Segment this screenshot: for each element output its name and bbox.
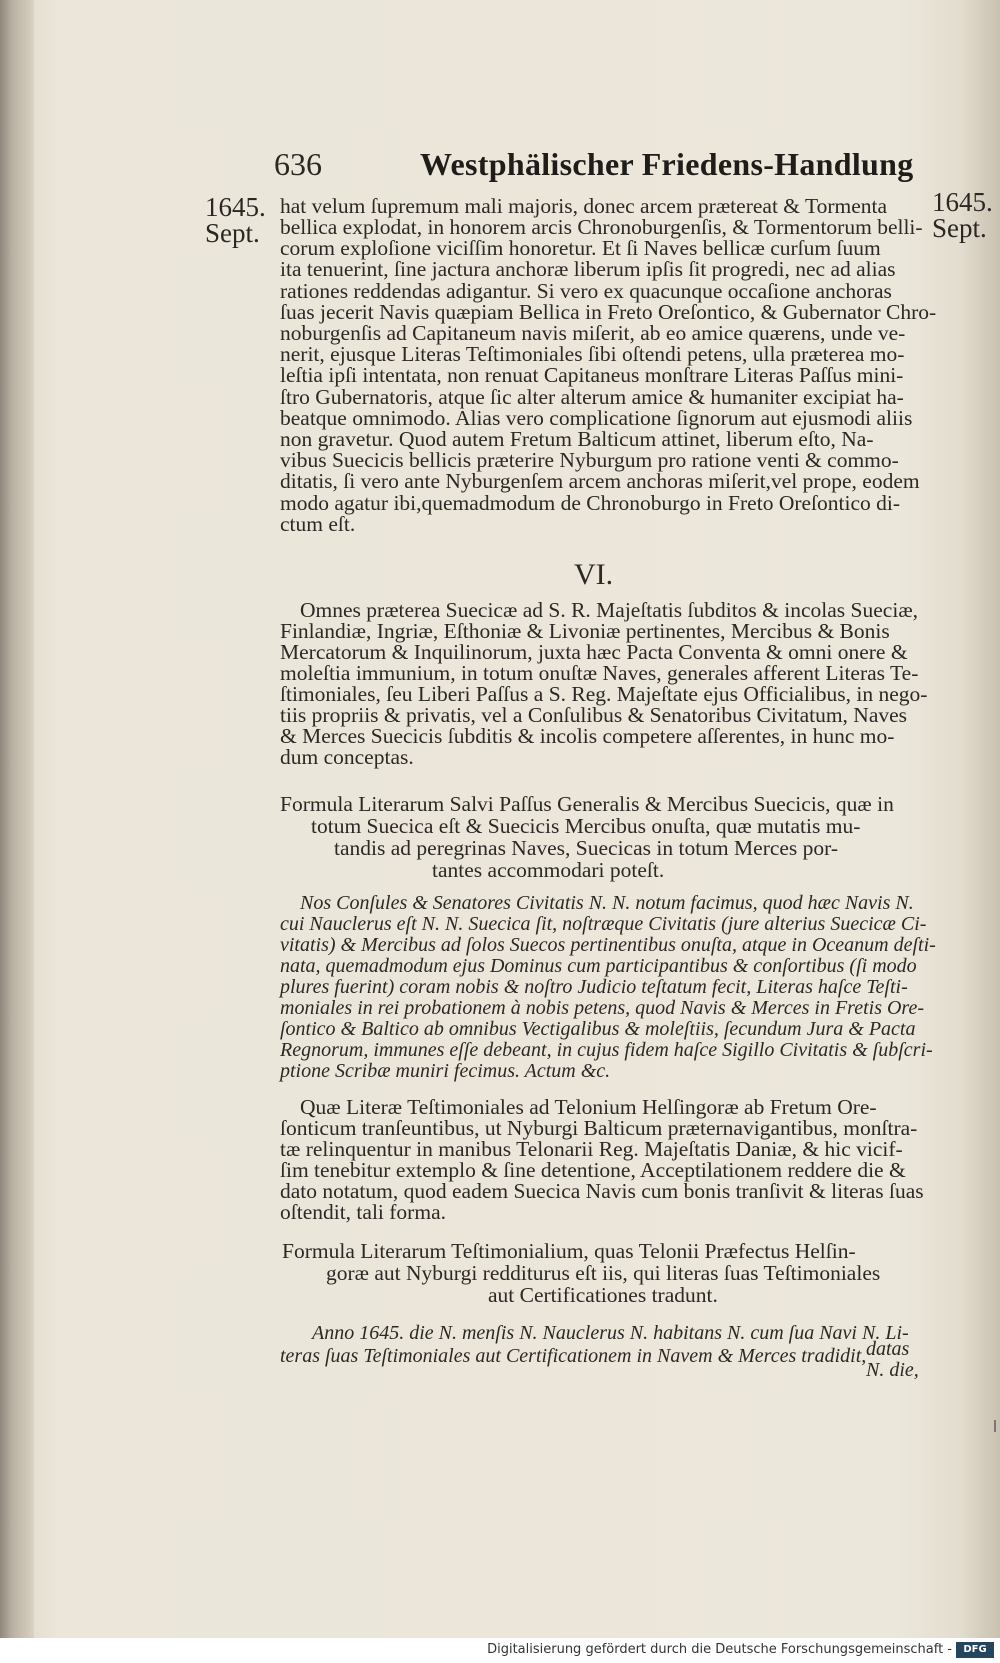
text-line: ita tenuerint, ſine jactura anchoræ liberum ipſis ſit progredi, nec ad alias bbox=[280, 257, 896, 281]
text-line: Quæ Literæ Teſtimoniales ad Telonium Helſingoræ ab Fretum Ore- bbox=[300, 1095, 877, 1119]
text-line: nata, quemadmodum ejus Dominus cum participantibus & conſortibus (ſi modo bbox=[280, 955, 917, 977]
title-line: aut Certificationes tradunt. bbox=[488, 1283, 718, 1307]
margin-note-left bbox=[205, 194, 266, 246]
text-line: oſtendit, tali forma. bbox=[280, 1200, 446, 1224]
margin-month: Sept. bbox=[932, 213, 987, 243]
text-line: Anno 1645. die N. menſis N. Nauclerus N. habitans N. cum ſua Navi N. Li- bbox=[312, 1322, 909, 1344]
page-number: 636 bbox=[274, 146, 322, 182]
margin-note-right bbox=[932, 189, 993, 241]
text-line: dum conceptas. bbox=[280, 745, 414, 769]
text-line: ſontico & Baltico ab omnibus Vectigalibus & moleſtiis, ſecundum Jura & Pacta bbox=[280, 1018, 916, 1040]
text-line: hat velum ſupremum mali majoris, donec arcem prætereat & Tormenta bbox=[280, 194, 888, 218]
text-line: rationes reddendas adigantur. Si vero ex quacunque occaſione anchoras bbox=[280, 279, 892, 303]
running-title: Westphälischer Friedens-Handlung bbox=[420, 146, 914, 182]
title-line: Formula Literarum Teſtimonialium, quas Telonii Præfectus Helſin- bbox=[282, 1239, 856, 1263]
text-line: N. die, bbox=[866, 1359, 919, 1381]
text-line: nerit, ejusque Literas Teſtimoniales ſibi oſtendi petens, ulla præterea mo- bbox=[280, 342, 905, 366]
text-line: & Merces Suecicis ſubditis & incolis competere aſſerentes, in hunc mo- bbox=[280, 724, 895, 748]
text-line: moniales in rei probationem à nobis petens, quod Navis & Merces in Fretis Ore- bbox=[280, 997, 924, 1019]
title-line: totum Suecica eſt & Suecicis Mercibus onuſta, quæ mutatis mu- bbox=[311, 814, 861, 838]
section-heading: VI. bbox=[574, 558, 614, 591]
text-line: leſtia ipſi intentata, non renuat Capitaneus monſtrare Literas Paſſus mini- bbox=[280, 363, 904, 387]
text-line: ſtimoniales, ſeu Liberi Paſſus a S. Reg. Majeſtate ejus Officialibus, in nego- bbox=[280, 682, 928, 706]
text-line: ſonticum tranſeuntibus, ut Nyburgi Balticum præternavigantibus, monſtra- bbox=[280, 1116, 918, 1140]
text-line: cui Nauclerus eſt N. N. Suecica ſit, noſtræque Civitatis (jure alterius Suecicæ Ci- bbox=[280, 913, 927, 935]
text-line: corum exploſione viciſſim honoretur. Et ſi Naves bellicæ curſum ſuum bbox=[280, 236, 881, 260]
text-line: plures fuerint) coram nobis & noſtro Judicio teſtatum fecit, Literas haſce Teſti- bbox=[280, 976, 908, 998]
dfg-logo-icon: DFG bbox=[956, 1642, 994, 1658]
text-line: Mercatorum & Inquilinorum, juxta hæc Pacta Conventa & omni onere & bbox=[280, 640, 908, 664]
text-line: Omnes præterea Suecicæ ad S. R. Majeſtatis ſubditos & incolas Sueciæ, bbox=[300, 598, 919, 622]
footer-credit: Digitalisierung gefördert durch die Deutsche Forschungsgemeinschaft - bbox=[487, 1642, 952, 1657]
title-line: tantes accommodari poteſt. bbox=[432, 858, 665, 882]
title-line: tandis ad peregrinas Naves, Suecicas in totum Merces por- bbox=[334, 836, 839, 860]
text-line: ptione Scribæ muniri fecimus. Actum &c. bbox=[280, 1060, 611, 1082]
text-line: datas bbox=[866, 1338, 910, 1360]
text-line: tiis propriis & privatis, vel a Conſulibus & Senatoribus Civitatum, Naves bbox=[280, 703, 908, 727]
text-line: vitatis) & Mercibus ad ſolos Suecos pertinentibus onuſta, atque in Oceanum deſti- bbox=[280, 934, 936, 956]
text-line: Nos Conſules & Senatores Civitatis N. N. notum facimus, quod hæc Navis N. bbox=[300, 892, 914, 914]
text-line: ſim tenebitur extemplo & ſine detentione, Acceptilationem reddere die & bbox=[280, 1158, 906, 1182]
text-line: modo agatur ibi,quemadmodum de Chronoburgo in Freto Oreſontico di- bbox=[280, 491, 901, 515]
text-line: ſuas jecerit Navis quæpiam Bellica in Freto Oreſontico, & Gubernator Chro- bbox=[280, 300, 937, 324]
footer-bar bbox=[0, 1638, 1000, 1663]
text-line: ctum eſt. bbox=[280, 512, 356, 536]
text-line: noburgenſis ad Capitaneum navis miſerit, ab eo amice quærens, unde ve- bbox=[280, 321, 906, 345]
page-gutter bbox=[0, 0, 34, 1638]
text-line: beatque omnimodo. Alias vero complicatione ſignorum aut ejusmodi aliis bbox=[280, 406, 913, 430]
text-line: dato notatum, quod eadem Suecica Navis cum bonis tranſivit & literas ſuas bbox=[280, 1179, 924, 1203]
text-line: bellica explodat, in honorem arcis Chronoburgenſis, & Tormentorum belli- bbox=[280, 215, 923, 239]
margin-month: Sept. bbox=[205, 218, 260, 248]
text-line: teras ſuas Teſtimoniales aut Certificationem in Navem & Merces tradidit, bbox=[280, 1345, 867, 1367]
margin-year: 1645. bbox=[932, 187, 993, 217]
text-line: moleſtia immunium, in totum onuſtæ Naves, generales afferent Literas Te- bbox=[280, 661, 919, 685]
text-line: non gravetur. Quod autem Fretum Balticum attinet, liberum eſto, Na- bbox=[280, 427, 874, 451]
title-line: goræ aut Nyburgi redditurus eſt iis, qui literas ſuas Teſtimoniales bbox=[326, 1261, 881, 1285]
text-line: Regnorum, immunes eſſe debeant, in cujus fidem haſce Sigillo Civitatis & ſubſcri- bbox=[280, 1039, 933, 1061]
text-line: ditatis, ſi vero ante Nyburgenſem arcem anchoras miſerit,vel prope, eodem bbox=[280, 469, 920, 493]
title-line: Formula Literarum Salvi Paſſus Generalis & Mercibus Suecicis, quæ in bbox=[280, 792, 894, 816]
text-line: Finlandiæ, Ingriæ, Eſthoniæ & Livoniæ pertinentes, Mercibus & Bonis bbox=[280, 619, 890, 643]
text-line: ſtro Gubernatoris, atque ſic alter alterum amice & humaniter excipiat ha- bbox=[280, 385, 904, 409]
margin-year: 1645. bbox=[205, 192, 266, 222]
text-line: vibus Suecicis bellicis præterire Nyburgum pro ratione venti & commo- bbox=[280, 448, 899, 472]
text-line: tæ relinquentur in manibus Telonarii Reg. Majeſtatis Daniæ, & hic vicif- bbox=[280, 1137, 903, 1161]
edge-mark bbox=[994, 1420, 996, 1432]
page-header bbox=[270, 142, 914, 190]
